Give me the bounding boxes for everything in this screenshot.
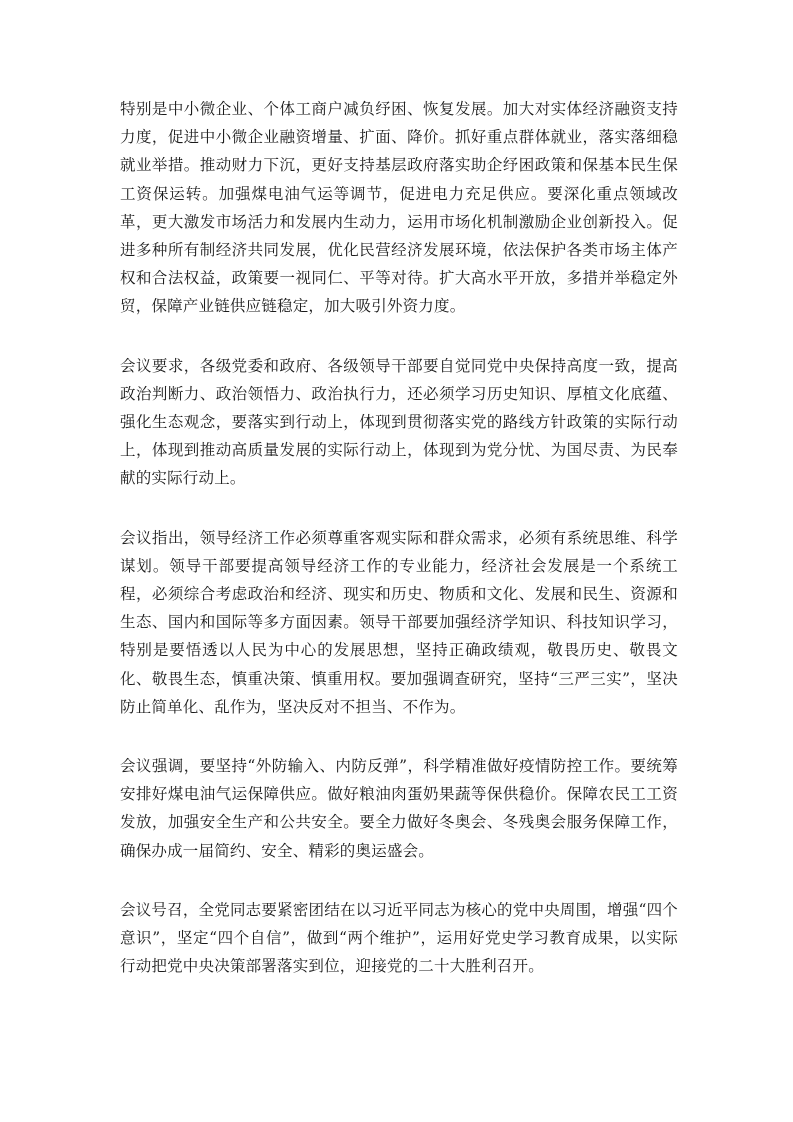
document-body bbox=[120, 95, 678, 1011]
paragraph-meeting-emphasizes: 会议强调，要坚持“外防输入、内防反弹”，科学精准做好疫情防控工作。要统筹安排好煤电油气运保障供应。做好粮油肉蛋奶果蔬等保供稳价。保障农民工工资发放，加强安全生产和公共安全。要全力做好冬奥会、冬残奥会服务保障工作，确保办成一届简约、安全、精彩的奥运盛会。 bbox=[120, 757, 678, 860]
paragraph-support-enterprises: 特别是中小微企业、个体工商户减负纾困、恢复发展。加大对实体经济融资支持力度，促进中小微企业融资增量、扩面、降价。抓好重点群体就业，落实落细稳就业举措。推动财力下沉，更好支持基层政府落实助企纾困政策和保基本民生保工资保运转。加强煤电油气运等调节，促进电力充足供应。要深化重点领域改革，更大激发市场活力和发展内生动力，运用市场化机制激励企业创新投入。促进多种所有制经济共同发展，优化民营经济发展环境，依法保护各类市场主体产权和合法权益，政策要一视同仁、平等对待。扩大高水平开放，多措并举稳定外贸，保障产业链供应链稳定，加大吸引外资力度。 bbox=[120, 100, 678, 316]
paragraph-meeting-requirements: 会议要求，各级党委和政府、各级领导干部要自觉同党中央保持高度一致，提高政治判断力、政治领悟力、政治执行力，还必须学习历史知识、厚植文化底蕴、强化生态观念，要落实到行动上，体现到贯彻落实党的路线方针政策的实际行动上，体现到推动高质量发展的实际行动上，体现到为党分忧、为国尽责、为民奉献的实际行动上。 bbox=[120, 356, 678, 488]
paragraph-meeting-calls: 会议号召，全党同志要紧密团结在以习近平同志为核心的党中央周围，增强“四个意识”，坚定“四个自信”，做到“两个维护”，运用好党史学习教育成果，以实际行动把党中央决策部署落实到位，迎接党的二十大胜利召开。 bbox=[120, 900, 678, 976]
paragraph-meeting-points-out: 会议指出，领导经济工作必须尊重客观实际和群众需求，必须有系统思维、科学谋划。领导干部要提高领导经济工作的专业能力，经济社会发展是一个系统工程，必须综合考虑政治和经济、现实和历史、物质和文化、发展和民生、资源和生态、国内和国际等多方面因素。领导干部要加强经济学知识、科技知识学习，特别是要悟透以人民为中心的发展思想，坚持正确政绩观，敬畏历史、敬畏文化、敬畏生态，慎重决策、慎重用权。要加强调查研究，坚持“三严三实”，坚决防止简单化、乱作为，坚决反对不担当、不作为。 bbox=[120, 528, 678, 716]
